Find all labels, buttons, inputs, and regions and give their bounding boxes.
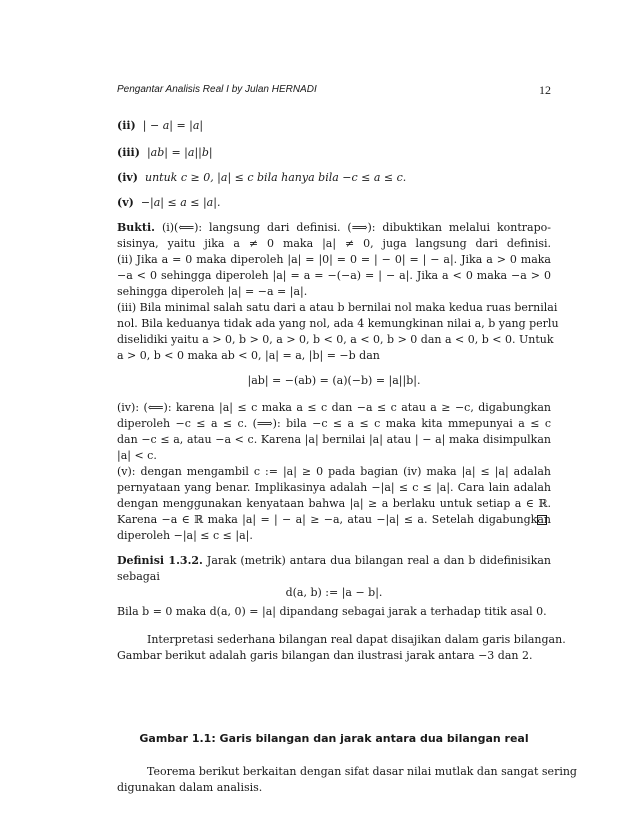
proof-line — [117, 220, 551, 236]
closing-line: digunakan dalam analisis. — [117, 781, 263, 794]
definition-line — [117, 553, 551, 569]
paragraph-line: Gambar berikut adalah garis bilangan dan ilustrasi jarak antara −3 dan 2. — [117, 649, 533, 662]
proof-line: diperoleh −c ≤ a ≤ c. (⟹): bila −c ≤ a ≤ c maka kita mmepunyai a ≤ c — [117, 417, 551, 430]
proof-line: −a < 0 sehingga diperoleh |a| = a = −(−a) = | − a|. Jika a < 0 maka −a > 0 — [117, 269, 551, 282]
paragraph-line: Interpretasi sederhana bilangan real dapat disajikan dalam garis bilangan. — [147, 633, 566, 646]
property-text: | − a| = |a| — [142, 119, 204, 132]
proof-line: dan −c ≤ a, atau −a < c. Karena |a| bernilai |a| atau | − a| maka disimpulkan — [117, 433, 551, 446]
proof-line: pernyataan yang benar. Implikasinya adalah −|a| ≤ c ≤ |a|. Cara lain adalah — [117, 481, 551, 494]
proof-line: a > 0, b < 0 maka ab < 0, |a| = a, |b| = −b dan — [117, 349, 380, 362]
property-text: |ab| = |a||b| — [146, 146, 213, 159]
qed-square-icon — [537, 515, 547, 525]
running-header — [117, 82, 551, 98]
proof-line: sisinya, yaitu jika a ≠ 0 maka |a| ≠ 0, juga langsung dari definisi. — [117, 237, 551, 250]
closing-line: Teorema berikut berkaitan dengan sifat dasar nilai mutlak dan sangat sering — [147, 765, 577, 778]
property-label: (iv) — [117, 171, 138, 184]
proof-line: |a| < c. — [117, 449, 157, 462]
running-title: Pengantar Analisis Real I by Julan HERNADI — [117, 84, 317, 95]
property-label: (iii) — [117, 146, 140, 159]
proof-line: sehingga diperoleh |a| = −a = |a|. — [117, 285, 308, 298]
definition-label: Definisi 1.3.2. — [117, 554, 203, 567]
definition-text: Jarak (metrik) antara dua bilangan real a dan b didefinisikan — [206, 554, 552, 567]
property-text: untuk c ≥ 0, |a| ≤ c bila hanya bila −c ≤ a ≤ c. — [144, 171, 407, 184]
property-text: −|a| ≤ a ≤ |a|. — [140, 196, 221, 209]
figure-placeholder — [117, 650, 551, 720]
proof-line: dengan menggunakan kenyataan bahwa |a| ≥ a berlaku untuk setiap a ∈ ℝ. — [117, 497, 551, 510]
proof-line: Karena −a ∈ ℝ maka |a| = | − a| ≥ −a, atau −|a| ≤ a. Setelah digabungkan — [117, 513, 551, 526]
definition-line: sebagai — [117, 570, 160, 583]
proof-line: (ii) Jika a = 0 maka diperoleh |a| = |0| = 0 = | − 0| = | − a|. Jika a > 0 maka — [117, 253, 551, 266]
property-label: (v) — [117, 196, 134, 209]
proof-line: diperoleh −|a| ≤ c ≤ |a|. — [117, 529, 253, 542]
proof-equation: |ab| = −(ab) = (a)(−b) = |a||b|. — [247, 374, 421, 387]
definition-equation: d(a, b) := |a − b|. — [285, 586, 383, 599]
property-item — [117, 195, 551, 211]
proof-line: (v): dengan mengambil c := |a| ≥ 0 pada bagian (iv) maka |a| ≤ |a| adalah — [117, 465, 551, 478]
figure-caption: Gambar 1.1: Garis bilangan dan jarak antara dua bilangan real — [139, 732, 529, 745]
proof-line: nol. Bila keduanya tidak ada yang nol, ada 4 kemungkinan nilai a, b yang perlu — [117, 317, 559, 330]
proof-line: (iii) Bila minimal salah satu dari a atau b bernilai nol maka kedua ruas bernilai — [117, 301, 558, 314]
property-item — [117, 170, 551, 186]
proof-label: Bukti. — [117, 221, 156, 234]
page-number: 12 — [539, 83, 551, 97]
proof-line: diselidiki yaitu a > 0, b > 0, a > 0, b < 0, a < 0, b > 0 dan a < 0, b < 0. Untuk — [117, 333, 554, 346]
property-label: (ii) — [117, 119, 136, 132]
definition-after: Bila b = 0 maka d(a, 0) = |a| dipandang sebagai jarak a terhadap titik asal 0. — [117, 605, 547, 618]
property-item — [117, 145, 551, 161]
proof-line: (iv): (⟸): karena |a| ≤ c maka a ≤ c dan −a ≤ c atau a ≥ −c, digabungkan — [117, 401, 551, 414]
proof-text: (i)(⟸): langsung dari definisi. (⟹): dibuktikan melalui kontrapo- — [161, 221, 551, 234]
property-item — [117, 118, 551, 134]
